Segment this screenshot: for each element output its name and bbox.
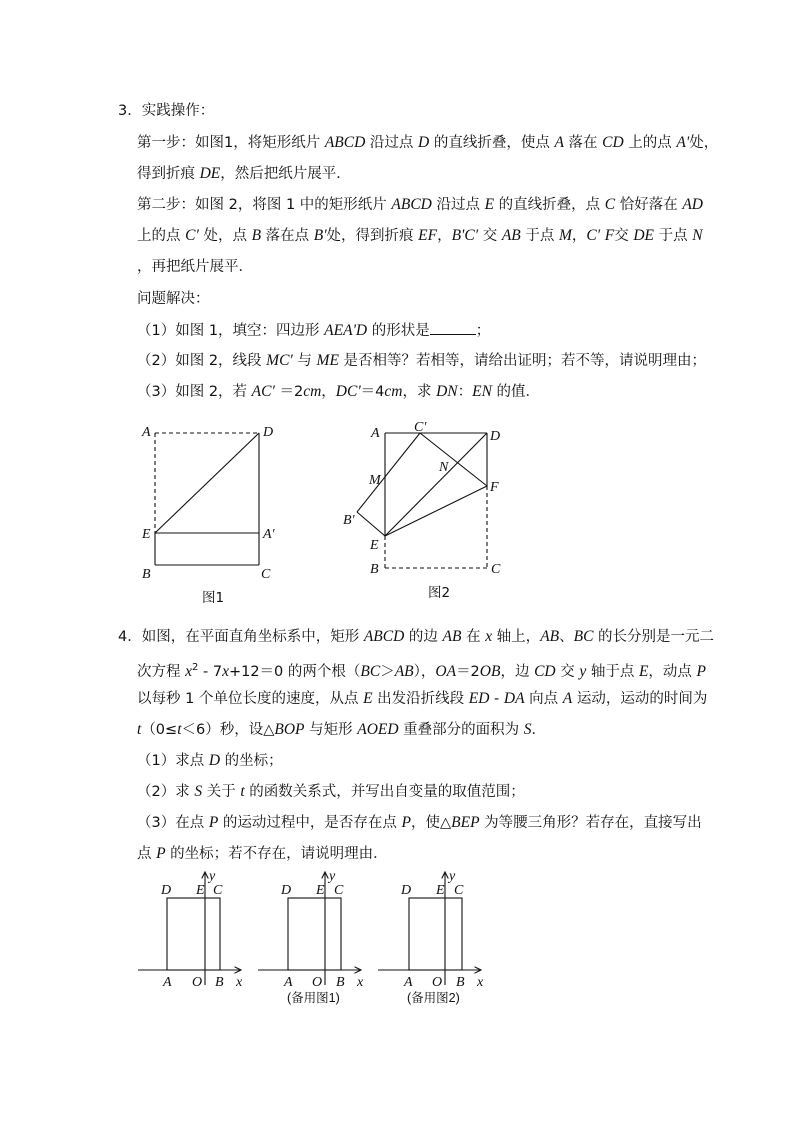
fig-main-label-O: O (192, 975, 203, 990)
q3-step1-line2: 得到折痕 DE，然后把纸片展平． (137, 165, 351, 182)
fig2-label-E: E (370, 538, 379, 553)
q3-part2: （2）如图 2，线段 MC′ 与 ME 是否相等？若相等，请给出证明；若不等，请说明理由； (137, 352, 707, 369)
q4-part3-line1: （3）在点 P 的运动过程中，是否存在点 P，使△BEP 为等腰三角形？若存在，直接写出 (137, 814, 702, 831)
fig-main-label-D: D (161, 883, 172, 898)
fig1-label-B: B (142, 567, 151, 582)
q4-line4: t（0≤t＜6）秒，设△BOP 与矩形 AOED 重叠部分的面积为 S． (137, 721, 547, 738)
fig-b1-label-O: O (312, 975, 323, 990)
q4-line2: 次方程 $x^2 - 7x+12=0$ 的两个根（BC＞AB），OA＝2OB，边 CD 交 y 轴于点 E，动点 P (137, 662, 706, 680)
fig-b2-label-y: y (449, 869, 456, 884)
q3-part1: （1）如图 1，填空：四边形 AEA'D 的形状是 ； (137, 322, 491, 339)
fig2-label-M: M (369, 473, 381, 488)
fig-b2-label-C: C (454, 883, 464, 898)
fig2-label-C1: C′ (414, 420, 427, 435)
q3-heading: 3．实践操作： (118, 103, 215, 119)
fig-b1-label-x: x (357, 975, 364, 990)
fig-b2-caption: (备用图2) (407, 991, 460, 1005)
fig-b2-label-A: A (404, 975, 413, 990)
fig2-label-B1: B′ (343, 513, 355, 528)
fig2-label-D: D (490, 429, 501, 444)
fig-b1-caption: (备用图1) (287, 991, 340, 1005)
fig-b2-label-x: x (477, 975, 484, 990)
q4-part1: （1）求点 D 的坐标； (137, 752, 283, 769)
fig1-label-C: C (261, 567, 271, 582)
fig-b1-label-B: B (336, 975, 345, 990)
fig1-caption: 图1 (202, 590, 225, 606)
fig-main-label-B: B (215, 975, 224, 990)
fig-b1-label-C: C (334, 883, 344, 898)
fig2-label-B: B (370, 562, 379, 577)
fig-b1-label-E: E (316, 883, 325, 898)
fig1-label-A1: A′ (263, 527, 275, 542)
q3-part3: （3）如图 2，若 AC′ ＝2cm，DC'＝4cm，求 DN：EN 的值． (137, 383, 541, 400)
q4-part2: （2）求 S 关于 t 的函数关系式，并写出自变量的取值范围； (137, 783, 525, 800)
fig-main-label-C: C (213, 883, 223, 898)
fig-b2-rectangle (409, 898, 462, 970)
fig2-caption: 图2 (428, 585, 451, 601)
fig-b2-label-B: B (456, 975, 465, 990)
fig-b1-label-D: D (281, 883, 292, 898)
q3-step2-line2: 上的点 C′ 处，点 B 落在点 B'处，得到折痕 EF，B'C′ 交 AB 于点 M，C′ F交 DE 于点 N (137, 227, 703, 244)
fig-main-label-A: A (163, 975, 172, 990)
fig2-label-A: A (371, 426, 380, 441)
fig-b1-label-A: A (284, 975, 293, 990)
fig-b2-label-D: D (401, 883, 412, 898)
fig-main-label-y: y (209, 869, 216, 884)
fig-main-label-x: x (236, 975, 243, 990)
fig-b1-label-y: y (329, 869, 336, 884)
fig1-label-D: D (263, 425, 274, 440)
fig2-label-C: C (491, 562, 501, 577)
fig-main-label-E: E (196, 883, 205, 898)
fig2-label-N: N (439, 460, 449, 475)
fig2-label-F: F (490, 480, 499, 495)
q3-step2-line1: 第二步：如图 2，将图 1 中的矩形纸片 ABCD 沿过点 E 的直线折叠，点 C 恰好落在 AD (137, 196, 703, 213)
q3-step2-line3: ，再把纸片展平． (137, 259, 253, 275)
q4-line1: 4．如图，在平面直角坐标系中，矩形 ABCD 的边 AB 在 x 轴上，AB、BC 的长分别是一元二 (118, 628, 715, 645)
q4-line3: 以每秒 1 个单位长度的速度，从点 E 出发沿折线段 ED - DA 向点 A 运动，运动的时间为 (137, 690, 708, 707)
q3-problem-heading: 问题解决： (137, 291, 210, 307)
q4-part3-line2: 点 P 的坐标；若不存在，请说明理由． (137, 845, 388, 862)
fig1-label-E: E (142, 527, 151, 542)
fig-b2-label-E: E (436, 883, 445, 898)
fig-b2-label-O: O (432, 975, 443, 990)
fig1-label-A: A (142, 425, 151, 440)
q3-step1-line1: 第一步：如图1，将矩形纸片 ABCD 沿过点 D 的直线折叠，使点 A 落在 CD 上的点 A'处， (137, 134, 719, 151)
